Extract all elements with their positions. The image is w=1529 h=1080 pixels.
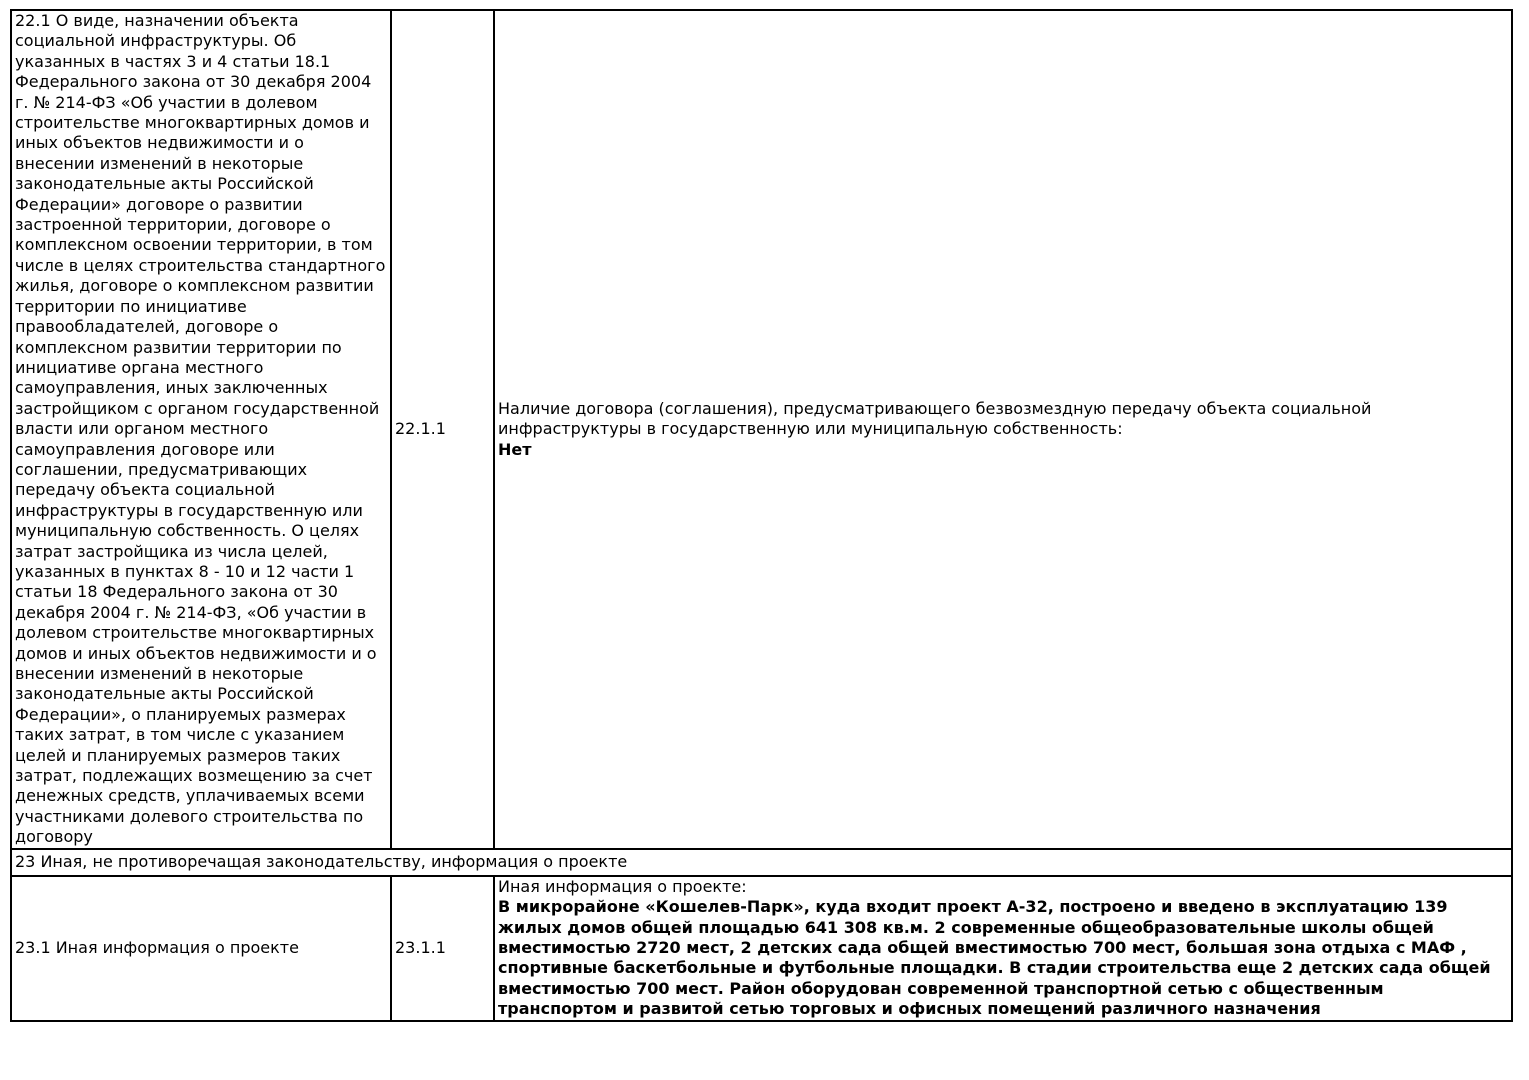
row-23-1-value-cell — [494, 876, 1512, 1021]
section-23-header-cell: 23 Иная, не противоречащая законодательству, информация о проекте — [11, 849, 1512, 876]
project-declaration-table — [10, 9, 1513, 1022]
row-23-1-value-answer: В микрорайоне «Кошелев-Парк», куда входит проект А-32, построено и введено в эксплуатацию 139 жилых домов общей площадью 641 308 кв.м. 2 современные общеобразовательные школы общей вместимостью 2720 мест, 2 детских сада общей вместимостью 700 мест, большая зона отдыха с МАФ , спортивные баскетбольные и футбольные площадки. В стадии строительства еще 2 детских сада общей вместимостью 700 мест. Район оборудован современной транспортной сетью с общественным транспортом и развитой сетью торговых и офисных помещений различного назначения — [498, 897, 1491, 1019]
table-row-23-section — [11, 849, 1512, 876]
table-row-22-1 — [11, 10, 1512, 849]
row-22-1-description-cell: 22.1 О виде, назначении объекта социальной инфраструктуры. Об указанных в частях 3 и 4 статьи 18.1 Федерального закона от 30 декабря 2004 г. № 214-ФЗ «Об участии в долевом строительстве многоквартирных домов и иных объектов недвижимости и о внесении изменений в некоторые законодательные акты Российской Федерации» договоре о развитии застроенной территории, договоре о комплексном освоении территории, в том числе в целях строительства стандартного жилья, договоре о комплексном развитии территории по инициативе правообладателей, договоре о комплексном развитии территории по инициативе органа местного самоуправления, иных заключенных застройщиком с органом государственной власти или органом местного самоуправления договоре или соглашении, предусматривающих передачу объекта социальной инфраструктуры в государственную или муниципальную собственность. О целях затрат застройщика из числа целей, указанных в пунктах 8 - 10 и 12 части 1 статьи 18 Федерального закона от 30 декабря 2004 г. № 214-ФЗ, «Об участии в долевом строительстве многоквартирных домов и иных объектов недвижимости и о внесении изменений в некоторые законодательные акты Российской Федерации», о планируемых размерах таких затрат, в том числе с указанием целей и планируемых размеров таких затрат, подлежащих возмещению за счет денежных средств, уплачиваемых всеми участниками долевого строительства по договору — [11, 10, 391, 849]
row-22-1-value-cell — [494, 10, 1512, 849]
row-22-1-code-cell: 22.1.1 — [391, 10, 494, 849]
row-23-1-value-intro: Иная информация о проекте: — [498, 876, 747, 896]
row-22-1-value-intro: Наличие договора (соглашения), предусматривающего безвозмездную передачу объекта социальной инфраструктуры в государственную или муниципальную собственность: — [498, 398, 1372, 439]
table-row-23-1 — [11, 876, 1512, 1021]
row-23-1-description-cell: 23.1 Иная информация о проекте — [11, 876, 391, 1021]
row-23-1-code-cell: 23.1.1 — [391, 876, 494, 1021]
row-22-1-value-answer: Нет — [498, 439, 532, 459]
